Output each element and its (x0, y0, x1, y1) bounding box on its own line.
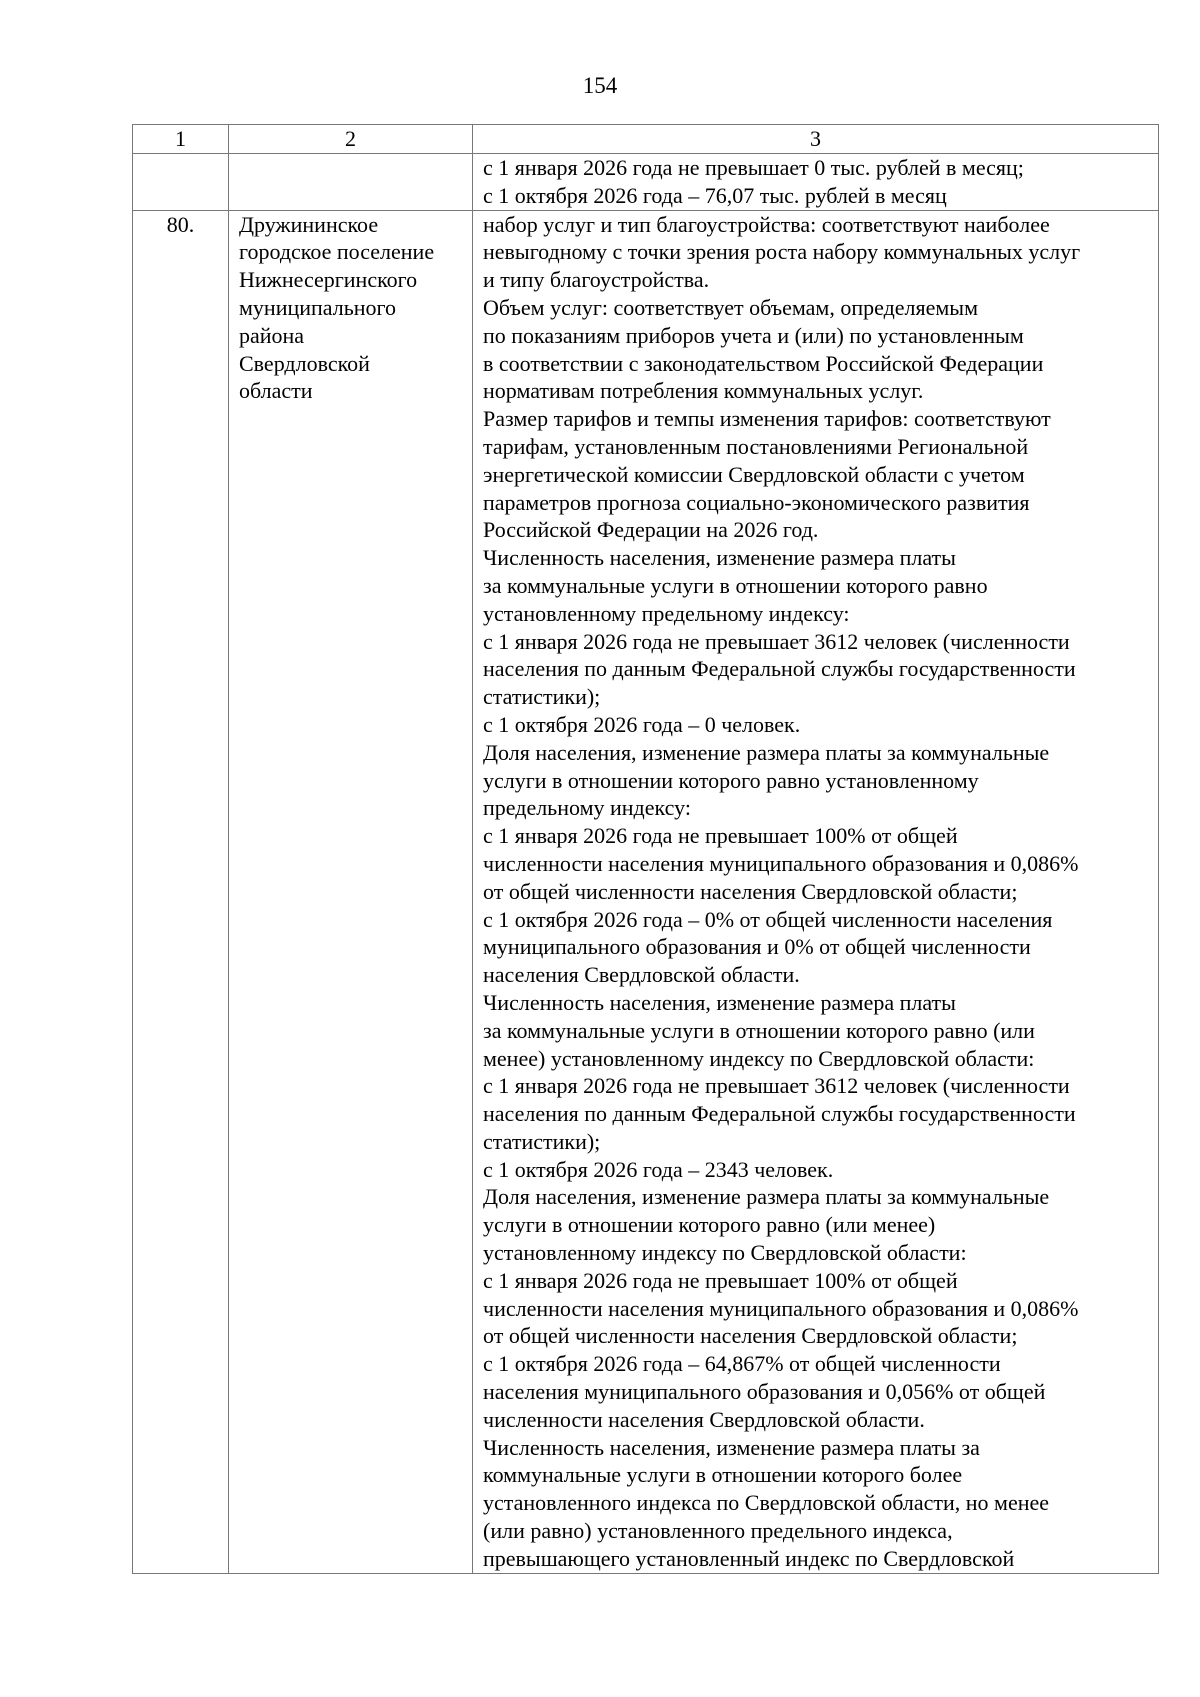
text-line: Численность населения, изменение размера платы (483, 545, 956, 571)
text-line: статистики); (483, 1128, 601, 1154)
text-line: численности населения муниципального образования и 0,086% (483, 1295, 1079, 1321)
text-line: Объем услуг: соответствует объемам, определяемым (483, 294, 979, 320)
text-line: Доля населения, изменение размера платы за коммунальные (483, 739, 1050, 765)
text-line: численности населения Свердловской области. (483, 1406, 925, 1432)
text-line: и типу благоустройства. (483, 267, 710, 293)
text-line: с 1 января 2026 года не превышает 0 тыс. рублей в месяц; (483, 155, 1024, 180)
text-line: численности населения муниципального образования и 0,086% (483, 850, 1079, 876)
text-line: с 1 октября 2026 года – 0 человек. (483, 711, 801, 737)
municipality-name-line: Свердловской (239, 350, 370, 376)
text-line: Численность населения, изменение размера платы за (483, 1434, 980, 1460)
text-line: Численность населения, изменение размера платы (483, 989, 956, 1015)
text-line: услуги в отношении которого равно (или менее) (483, 1212, 936, 1238)
continuation-row (133, 154, 1159, 211)
continuation-name-cell (229, 154, 473, 211)
text-line: с 1 октября 2026 года – 0% от общей численности населения (483, 906, 1053, 932)
municipality-name-line: муниципального (239, 294, 397, 320)
row-number: 80. (166, 211, 195, 237)
text-line: (или равно) установленного предельного индекса, (483, 1518, 953, 1544)
table-row (133, 210, 1159, 1573)
text-line: предельному индексу: (483, 795, 691, 821)
text-line: набор услуг и тип благоустройства: соответствуют наиболее (483, 211, 1050, 237)
text-line: по показаниям приборов учета и (или) по установленным (483, 322, 1024, 348)
text-line: услуги в отношении которого равно установленному (483, 767, 979, 793)
page-number: 154 (582, 73, 618, 98)
text-line: с 1 октября 2026 года – 2343 человек. (483, 1156, 834, 1182)
municipality-name-line: района (239, 322, 305, 348)
text-line: с 1 октября 2026 года – 64,867% от общей численности (483, 1351, 1001, 1377)
text-line: установленного индекса по Свердловской области, но менее (483, 1490, 1050, 1516)
text-line: за коммунальные услуги в отношении которого равно (483, 572, 988, 598)
description-text-cell (473, 210, 1159, 1573)
text-line: установленному предельному индексу: (483, 600, 850, 626)
column-header-2: 2 (229, 125, 473, 154)
text-line: в соответствии с законодательством Российской Федерации (483, 350, 1044, 376)
text-line: параметров прогноза социально-экономического развития (483, 489, 1030, 515)
text-line: с 1 января 2026 года не превышает 3612 человек (численности (483, 1073, 1070, 1099)
text-line: коммунальные услуги в отношении которого более (483, 1462, 963, 1488)
text-line: населения по данным Федеральной службы государственности (483, 656, 1076, 682)
text-line: установленному индексу по Свердловской области: (483, 1240, 967, 1266)
text-line: с 1 января 2026 года не превышает 100% от общей (483, 1267, 958, 1293)
municipality-name-line: Дружининское (239, 211, 379, 237)
text-line: менее) установленному индексу по Свердловской области: (483, 1045, 1035, 1071)
municipality-name-cell (229, 210, 473, 1573)
municipality-name-line: области (239, 378, 313, 404)
text-line: от общей численности населения Свердловской области; (483, 878, 1018, 904)
text-line: муниципального образования и 0% от общей численности (483, 934, 1031, 960)
text-line: энергетической комиссии Свердловской области с учетом (483, 461, 1025, 487)
text-line: от общей численности населения Свердловской области; (483, 1323, 1018, 1349)
text-line: Российской Федерации на 2026 год. (483, 517, 819, 543)
text-line: невыгодному с точки зрения роста набору коммунальных услуг (483, 239, 1081, 265)
column-header-3: 3 (473, 125, 1159, 154)
text-line: населения по данным Федеральной службы государственности (483, 1101, 1076, 1127)
table-header-row (133, 125, 1159, 154)
row-number-cell (133, 210, 229, 1573)
text-line: с 1 октября 2026 года – 76,07 тыс. рублей в месяц (483, 182, 947, 208)
document-table (132, 124, 1159, 1574)
text-line: Доля населения, изменение размера платы за коммунальные (483, 1184, 1050, 1210)
municipality-name-line: Нижнесергинского (239, 267, 418, 293)
text-line: с 1 января 2026 года не превышает 100% от общей (483, 823, 958, 849)
continuation-text-cell (473, 154, 1159, 211)
text-line: превышающего установленный индекс по Свердловской (483, 1545, 1015, 1571)
text-line: нормативам потребления коммунальных услуг. (483, 378, 924, 404)
text-line: населения Свердловской области. (483, 962, 800, 988)
text-line: с 1 января 2026 года не превышает 3612 человек (численности (483, 628, 1070, 654)
text-line: статистики); (483, 684, 601, 710)
text-line: за коммунальные услуги в отношении которого равно (или (483, 1017, 1035, 1043)
continuation-number-cell (133, 154, 229, 211)
column-header-1: 1 (133, 125, 229, 154)
text-line: Размер тарифов и темпы изменения тарифов: соответствуют (483, 406, 1051, 432)
municipality-name-line: городское поселение (239, 239, 435, 265)
text-line: населения муниципального образования и 0,056% от общей (483, 1379, 1046, 1405)
text-line: тарифам, установленным постановлениями Региональной (483, 433, 1029, 459)
